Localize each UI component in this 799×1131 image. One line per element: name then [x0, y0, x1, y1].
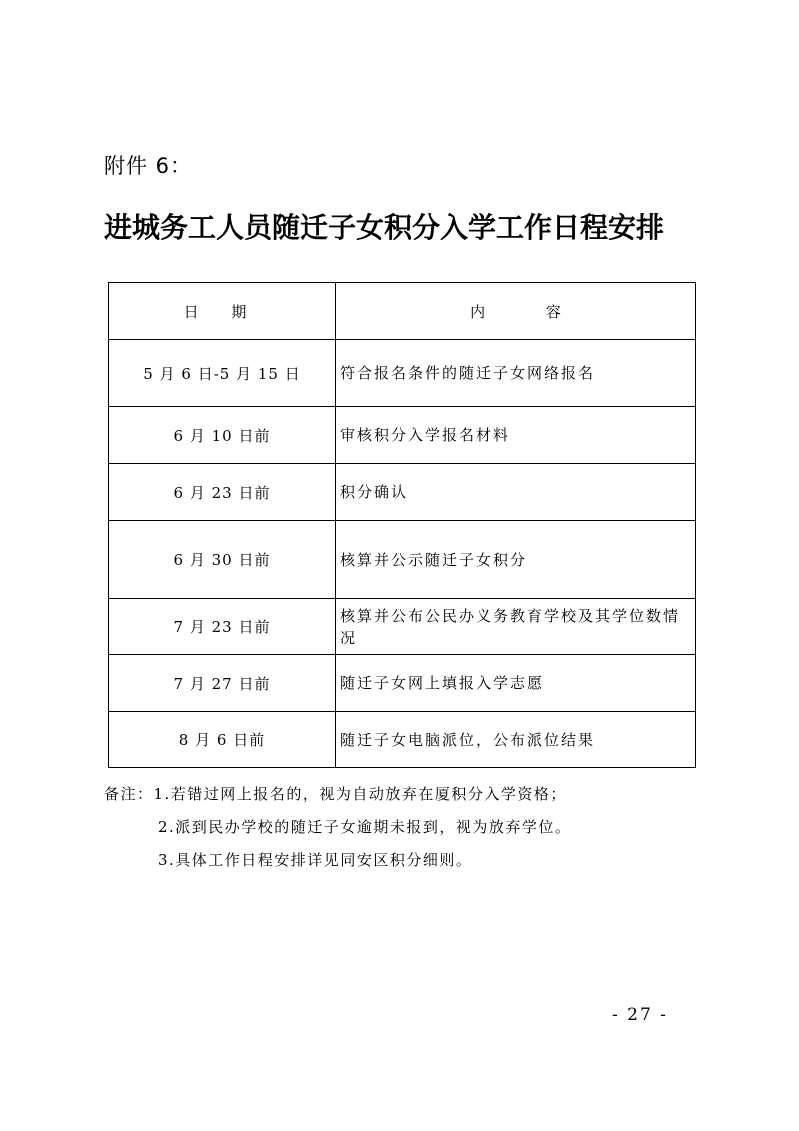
row-content: 符合报名条件的随迁子女网络报名: [336, 340, 696, 407]
row-date: 6 月 30 日前: [109, 521, 336, 599]
note-line-2: 2.派到民办学校的随迁子女逾期未报到，视为放弃学位。: [158, 818, 572, 836]
row-content: 随迁子女电脑派位，公布派位结果: [336, 712, 696, 768]
row-content: 随迁子女网上填报入学志愿: [336, 655, 696, 712]
page-number: - 27 -: [612, 1005, 668, 1025]
table-row: [109, 712, 696, 768]
row-content: 核算并公布公民办义务教育学校及其学位数情况: [336, 599, 696, 655]
document-title: 进城务工人员随迁子女积分入学工作日程安排: [104, 211, 665, 244]
row-date: 7 月 27 日前: [109, 655, 336, 712]
table-header-row: [109, 283, 696, 340]
table-row: [109, 521, 696, 599]
row-date: 8 月 6 日前: [109, 712, 336, 768]
row-date: 5 月 6 日-5 月 15 日: [109, 340, 336, 407]
attachment-label: 附件 6：: [104, 154, 193, 178]
row-content: 积分确认: [336, 464, 696, 521]
table-row: [109, 407, 696, 464]
table-row: [109, 599, 696, 655]
row-content: 审核积分入学报名材料: [336, 407, 696, 464]
table-row: [109, 655, 696, 712]
table-row: [109, 340, 696, 407]
header-content: 内 容: [336, 283, 696, 340]
row-date: 7 月 23 日前: [109, 599, 336, 655]
row-date: 6 月 10 日前: [109, 407, 336, 464]
note-line-3: 3.具体工作日程安排详见同安区积分细则。: [158, 851, 473, 869]
row-content: 核算并公示随迁子女积分: [336, 521, 696, 599]
table-row: [109, 464, 696, 521]
note-line-1: 备注：1.若错过网上报名的，视为自动放弃在厦积分入学资格；: [104, 785, 567, 803]
row-date: 6 月 23 日前: [109, 464, 336, 521]
header-date: 日 期: [109, 283, 336, 340]
notes-section: [104, 778, 571, 877]
schedule-table: [108, 282, 696, 768]
